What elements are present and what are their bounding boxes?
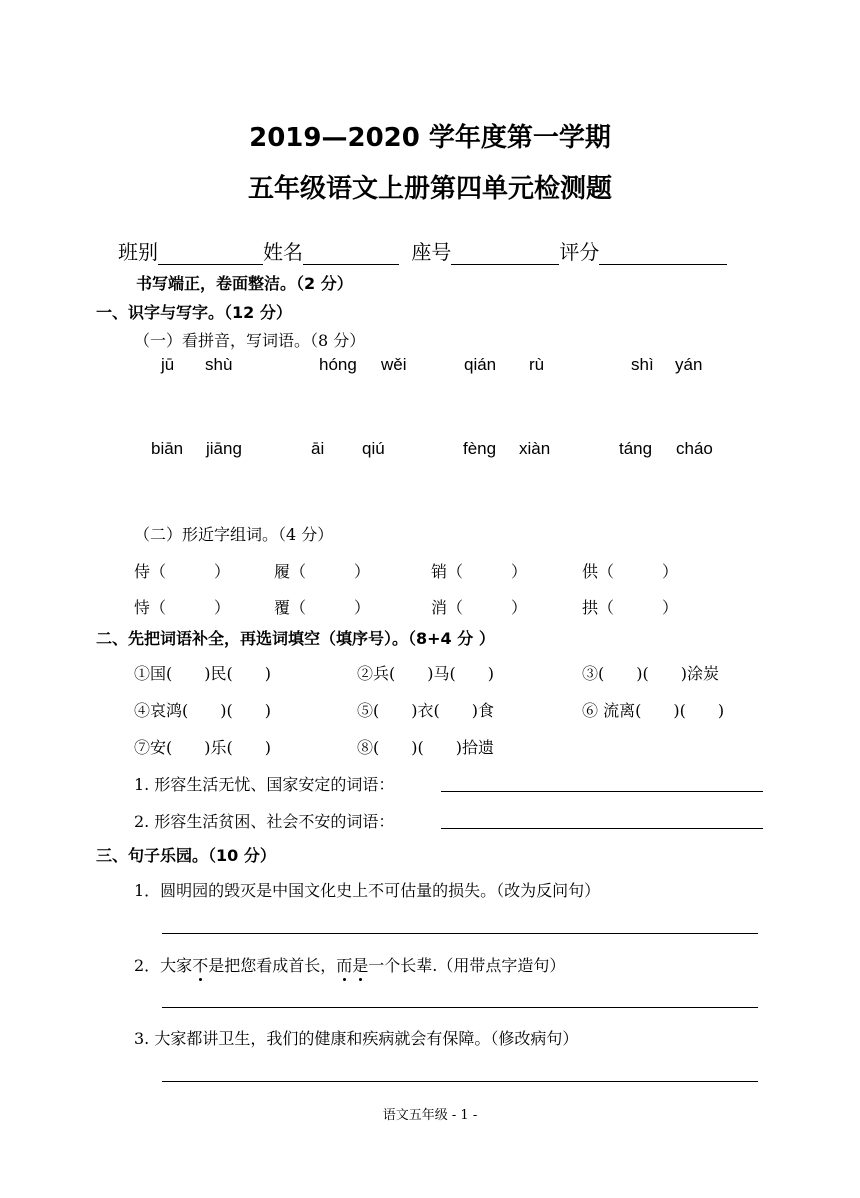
- section2-heading: 二、先把词语补全，再选词填空（填序号）。（8+4 分 ）: [96, 629, 495, 648]
- dotted-char: 而: [336, 956, 353, 975]
- page-subtitle: 五年级语文上册第四单元检测题: [247, 174, 612, 204]
- handwriting-note: 书写端正，卷面整洁。（2 分）: [136, 274, 353, 293]
- pinyin-syllable: biān: [151, 439, 184, 458]
- pinyin-syllable: jū: [161, 355, 175, 374]
- answer-line[interactable]: [441, 828, 763, 829]
- q2-text: 一个长辈.（用带点字造句）: [368, 956, 566, 975]
- pinyin-syllable: xiàn: [519, 439, 551, 458]
- answer-line[interactable]: [162, 1007, 758, 1008]
- pinyin-syllable: cháo: [676, 439, 713, 458]
- section1-sub2-heading: （二）形近字组词。（4 分）: [134, 525, 334, 544]
- pinyin-syllable: fèng: [463, 439, 497, 458]
- sentence-question-1: 1．圆明园的毁灭是中国文化史上不可估量的损失。（改为反问句）: [134, 881, 601, 900]
- seat-label: 座号: [411, 240, 452, 264]
- name-label: 姓名: [263, 240, 303, 264]
- section3-heading: 三、句子乐园。（10 分）: [96, 846, 276, 865]
- char-compound-item[interactable]: 履（ ）: [274, 562, 371, 581]
- q2-text: 是把您看成首长，: [208, 956, 337, 975]
- page-footer: 语文五年级 - 1 -: [382, 1108, 478, 1123]
- fill-question-2: 2. 形容生活贫困、社会不安的词语：: [134, 812, 395, 831]
- char-compound-item[interactable]: 恃（ ）: [134, 598, 231, 617]
- section1-heading: 一、识字与写字。（12 分）: [96, 303, 292, 322]
- answer-line[interactable]: [441, 791, 763, 792]
- fill-question-1: 1. 形容生活无忧、国家安定的词语：: [134, 775, 395, 794]
- char-compound-item[interactable]: 侍（ ）: [134, 562, 231, 581]
- char-compound-item[interactable]: 拱（ ）: [582, 598, 679, 617]
- answer-line[interactable]: [162, 933, 758, 934]
- char-compound-item[interactable]: 消（ ）: [431, 598, 528, 617]
- pinyin-syllable: shù: [205, 355, 233, 374]
- idiom-item[interactable]: ⑤( )衣( )食: [357, 701, 494, 720]
- pinyin-syllable: qiú: [362, 439, 385, 458]
- pinyin-syllable: āi: [311, 439, 325, 458]
- pinyin-syllable: táng: [619, 439, 653, 458]
- q2-text: 2．大家: [134, 956, 193, 975]
- name-field[interactable]: [303, 244, 399, 265]
- pinyin-syllable: qián: [464, 355, 497, 374]
- pinyin-syllable: rù: [529, 355, 545, 374]
- idiom-item[interactable]: ①国( )民( ): [134, 664, 271, 683]
- class-field[interactable]: [158, 244, 263, 265]
- student-info-row: [118, 236, 727, 265]
- char-compound-item[interactable]: 销（ ）: [431, 562, 528, 581]
- class-label: 班别: [118, 240, 158, 264]
- seat-field[interactable]: [451, 244, 559, 265]
- idiom-item[interactable]: ②兵( )马( ): [357, 664, 494, 683]
- pinyin-syllable: yán: [675, 355, 703, 374]
- idiom-item[interactable]: ③( )( )涂炭: [582, 664, 719, 683]
- answer-line[interactable]: [162, 1081, 758, 1082]
- sentence-question-3: 3. 大家都讲卫生，我们的健康和疾病就会有保障。（修改病句）: [134, 1029, 579, 1048]
- char-compound-item[interactable]: 供（ ）: [582, 562, 679, 581]
- page-title: 2019—2020 学年度第一学期: [249, 123, 611, 153]
- pinyin-syllable: shì: [631, 355, 654, 374]
- score-label: 评分: [559, 240, 600, 264]
- dotted-char: 是: [352, 956, 369, 975]
- pinyin-syllable: jiāng: [206, 439, 242, 458]
- section1-sub1-heading: （一）看拼音，写词语。（8 分）: [134, 331, 366, 350]
- idiom-item[interactable]: ⑦安( )乐( ): [134, 738, 271, 757]
- idiom-item[interactable]: ⑥ 流离( )( ): [582, 701, 725, 720]
- pinyin-syllable: hóng: [319, 355, 357, 374]
- pinyin-syllable: wěi: [381, 355, 407, 374]
- idiom-item[interactable]: ④哀鸿( )( ): [134, 701, 271, 720]
- score-field[interactable]: [599, 244, 727, 265]
- sentence-question-2: [134, 953, 565, 976]
- idiom-item[interactable]: ⑧( )( )拾遗: [357, 738, 494, 757]
- dotted-char: 不: [192, 956, 209, 975]
- char-compound-item[interactable]: 覆（ ）: [274, 598, 371, 617]
